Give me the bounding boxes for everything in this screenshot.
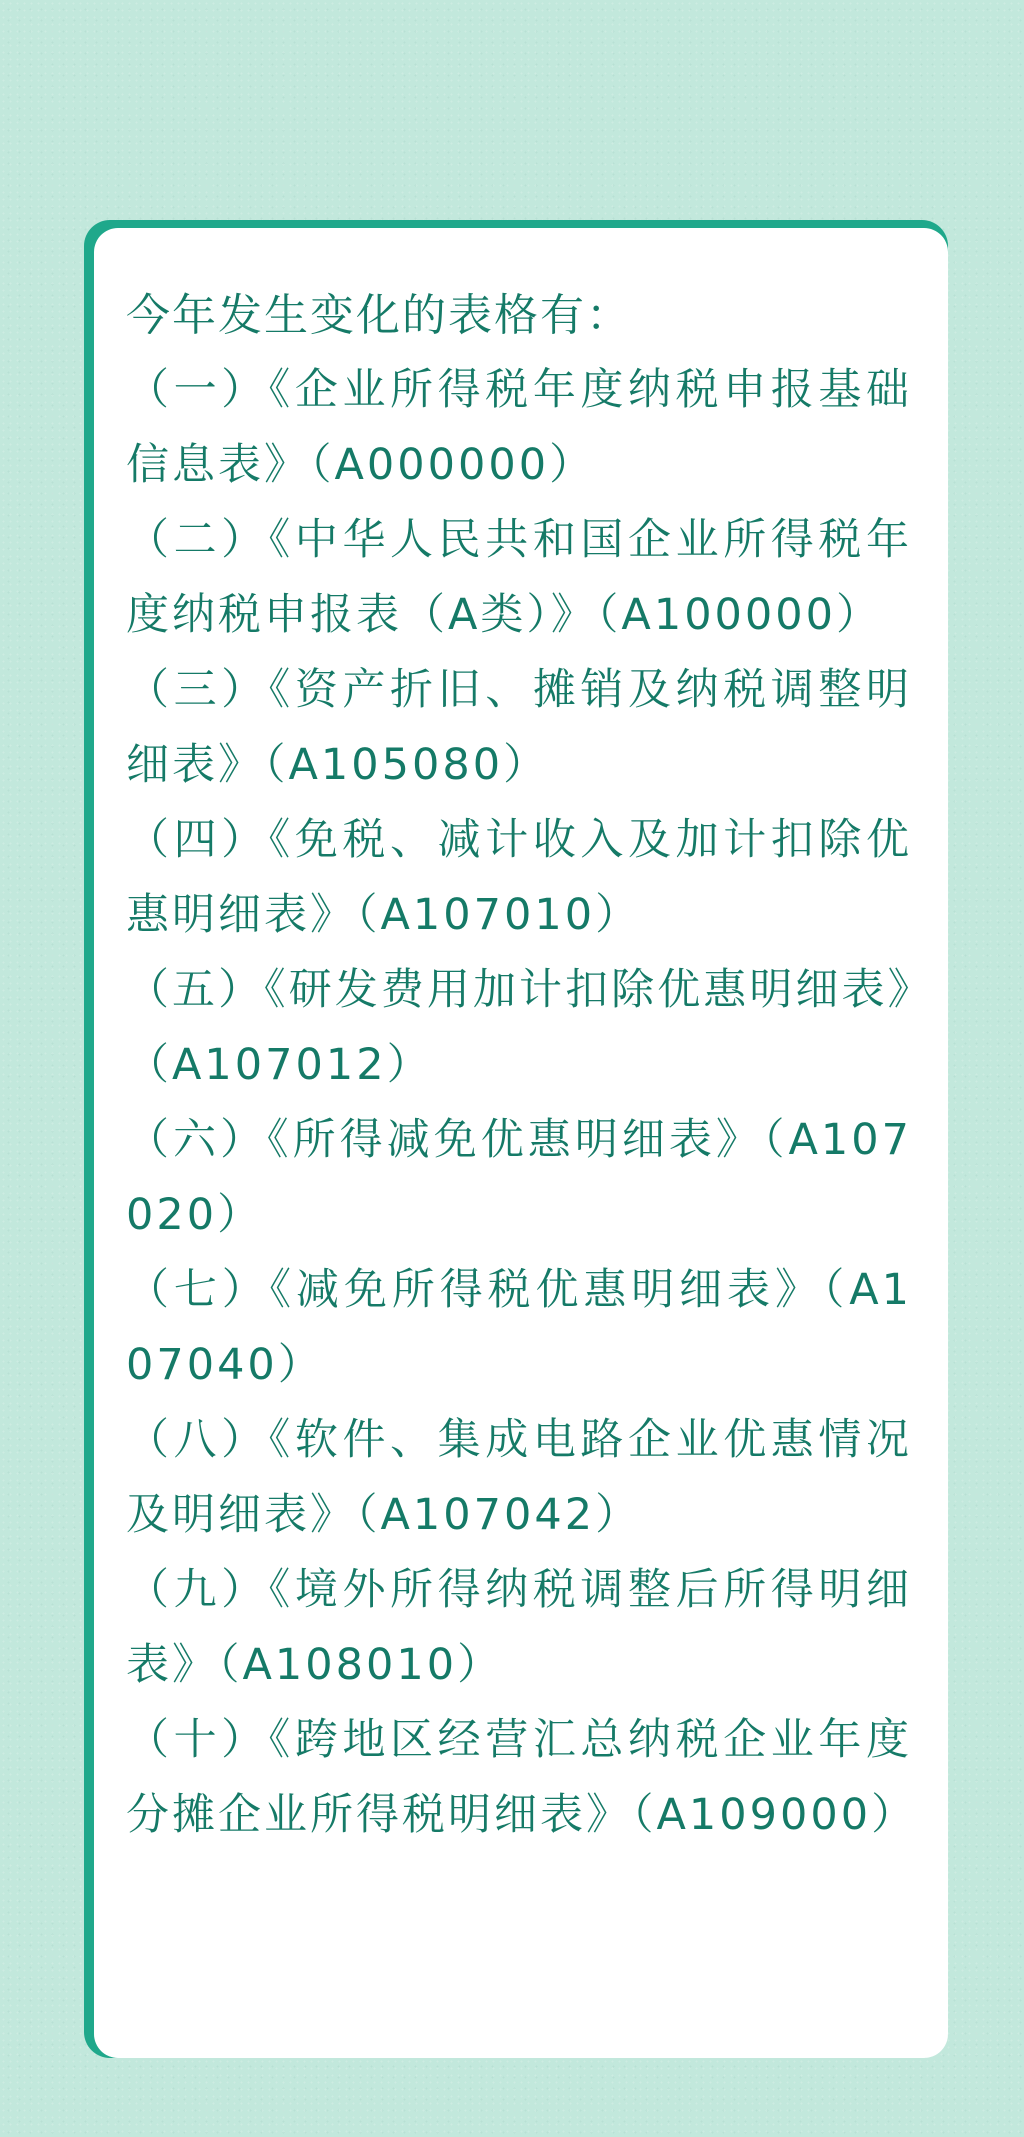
list-item: （八）《软件、集成电路企业优惠情况及明细表》（A107042）	[126, 1415, 912, 1540]
form-list	[126, 353, 918, 1853]
list-item: （三）《资产折旧、摊销及纳税调整明细表》（A105080）	[126, 665, 912, 790]
list-item: （六）《所得减免优惠明细表》（A107020）	[126, 1115, 912, 1240]
list-item: （一）《企业所得税年度纳税申报基础信息表》（A000000）	[126, 365, 912, 490]
list-item: （二）《中华人民共和国企业所得税年度纳税申报表（A类）》（A100000）	[126, 515, 912, 640]
intro-text: 今年发生变化的表格有：	[126, 290, 632, 341]
list-item: （九）《境外所得纳税调整后所得明细表》（A108010）	[126, 1565, 912, 1690]
list-item: （四）《免税、减计收入及加计扣除优惠明细表》（A107010）	[126, 815, 912, 940]
content-card	[94, 228, 948, 2058]
list-item: （七）《减免所得税优惠明细表》（A107040）	[126, 1265, 912, 1390]
list-item: （十）《跨地区经营汇总纳税企业年度分摊企业所得税明细表》（A109000）	[126, 1715, 918, 1840]
list-item: （五）《研发费用加计扣除优惠明细表》（A107012）	[126, 965, 912, 1090]
